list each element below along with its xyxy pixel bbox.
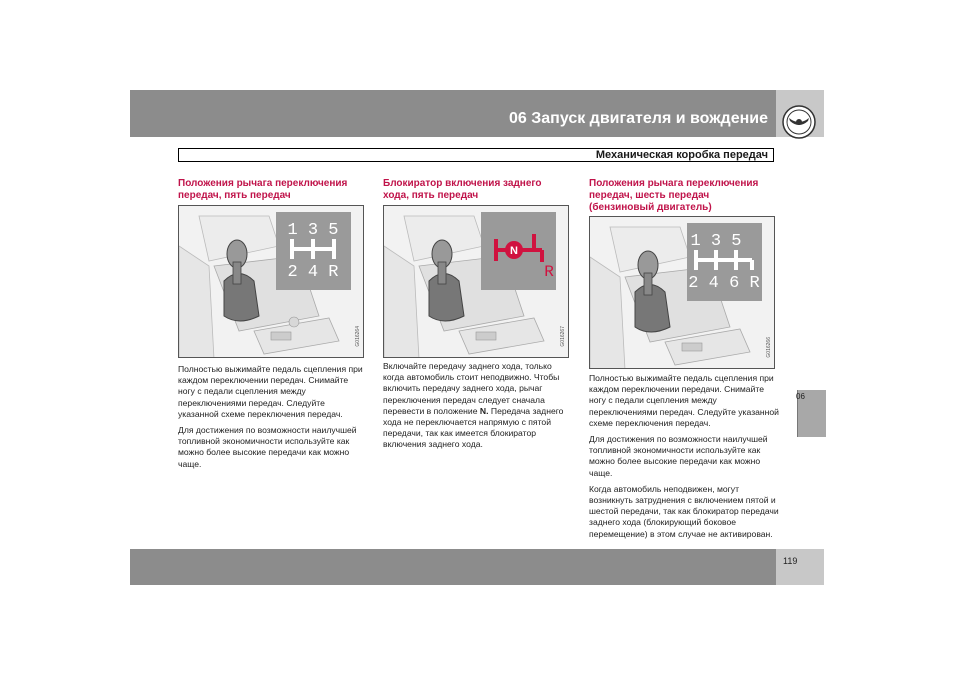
- gear-lever-illustration: [384, 206, 569, 358]
- pattern-bottom-labels: 2 4 6 R: [688, 274, 760, 293]
- chapter-title: 06 Запуск двигателя и вождение: [508, 110, 768, 127]
- column-3-heading-line-2: передач, шесть передач: [589, 190, 710, 201]
- page-number: 119: [783, 556, 798, 566]
- figure-code: G016264: [355, 326, 361, 347]
- six-speed-gear-pattern-figure: [589, 216, 775, 369]
- pattern-top-labels: 1 3 5: [690, 232, 742, 251]
- column-2-heading: [383, 178, 573, 202]
- gear-lever-illustration: [590, 217, 775, 369]
- column-3-paragraph-2: Для достижения по возможности наилучшей топливной экономичности используйте как можно более высокие передачи как можно чаще.: [589, 434, 768, 478]
- reverse-label: R: [544, 263, 554, 281]
- column-3-heading-line-1: Положения рычага переключения: [589, 178, 759, 189]
- column-1-paragraph-2: Для достижения по возможности наилучшей топливной экономичности используйте как можно более высокие передачи как можно чаще.: [178, 425, 357, 469]
- volvo-logo-icon: [781, 104, 817, 140]
- footer-band: [130, 549, 776, 585]
- figure-code: G016266: [766, 337, 772, 358]
- column-3-paragraph-3: Когда автомобиль неподвижен, могут возникнуть затруднения с включением пятой и шестой передачи, так как блокиратор передачи заднего хода (блокирующий боковое перемещение) в этом случае не активирован.: [589, 483, 779, 539]
- column-2-text: [383, 361, 573, 456]
- column-2-text-before: Включайте передачу заднего хода, только когда автомобиль стоит неподвижно. Чтобы включить передачу заднего хода, рычаг переключения передач следует сначала перевести в положение: [383, 361, 560, 416]
- neutral-label: N: [510, 245, 518, 257]
- gear-lever-illustration: [179, 206, 364, 358]
- five-speed-gear-pattern-figure: [178, 205, 364, 358]
- column-1-heading-line-1: Положения рычага переключения: [178, 178, 348, 189]
- figure-code: G016267: [560, 326, 566, 347]
- column-3-heading-line-3: (бензиновый двигатель): [589, 202, 712, 213]
- column-2-paragraph: [383, 361, 573, 451]
- reverse-lockout-figure: [383, 205, 569, 358]
- column-1-text: [178, 364, 364, 475]
- pattern-top-labels: 1 3 5: [287, 221, 339, 240]
- column-2-heading-line-1: Блокиратор включения заднего: [383, 178, 542, 189]
- column-3-text: [589, 373, 779, 545]
- column-2-text-after: Передача заднего хода не переключается напрямую с пятой передачи, так как имеется блокиратор включения заднего хода.: [383, 405, 564, 450]
- column-1-heading: [178, 178, 368, 202]
- footer-tab: [776, 549, 824, 585]
- column-1-heading-line-2: передач, пять передач: [178, 190, 291, 201]
- column-3-paragraph-1: Полностью выжимайте педаль сцепления при каждом переключении передачи. Снимайте ногу с педали сцепления между переключениями передач. Следуйте указанной схеме переключения передач.: [589, 373, 779, 428]
- column-3-heading: [589, 178, 779, 214]
- column-2-heading-line-2: хода, пять передач: [383, 190, 479, 201]
- column-2-text-bold: N.: [479, 405, 489, 416]
- section-title: Механическая коробка передач: [595, 149, 768, 161]
- column-1-paragraph-1: Полностью выжимайте педаль сцепления при каждом переключении передач. Снимайте ногу с педали сцепления между переключениями передач. Следуйте указанной схеме переключения передач.: [178, 364, 363, 419]
- chapter-side-tab-label: 06: [796, 392, 805, 401]
- pattern-bottom-labels: 2 4 R: [287, 263, 339, 282]
